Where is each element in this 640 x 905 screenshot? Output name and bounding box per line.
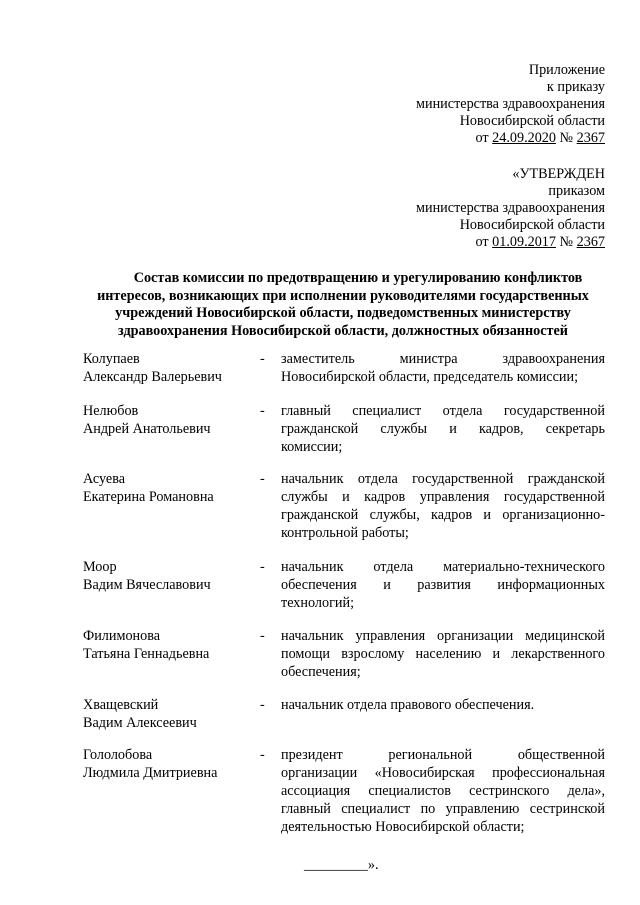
approved-number-prefix: № <box>555 234 577 250</box>
closing-signature-line: _________». <box>304 857 379 873</box>
role-line: помощи взрослому населению и лекарственного <box>281 646 605 662</box>
role-line: заместитель министра здравоохранения <box>281 351 605 367</box>
approved-line-4: Новосибирской области <box>459 217 605 233</box>
approved-number: 2367 <box>576 234 605 250</box>
approved-line-1: «УТВЕРЖДЕН <box>512 166 605 182</box>
role-line: президент региональной общественной <box>281 747 605 763</box>
role-line: технологий; <box>281 595 355 611</box>
member-role <box>281 350 605 386</box>
member-dash: - <box>260 697 265 713</box>
approved-header <box>416 166 605 251</box>
role-line: гражданской службы, кадров и организационно- <box>281 507 605 523</box>
role-line: обеспечения и развития информационных <box>281 577 605 593</box>
member-role <box>281 402 605 456</box>
member-role <box>281 470 605 542</box>
role-line: обеспечения; <box>281 664 361 680</box>
member-surname: Колупаев <box>83 351 140 367</box>
member-dash: - <box>260 471 265 487</box>
member-surname: Нелюбов <box>83 403 139 419</box>
member-name <box>83 470 253 506</box>
member-name <box>83 402 253 438</box>
member-given-name: Вадим Вячеславович <box>83 577 211 593</box>
title-line-2: интересов, возникающих при исполнении руководителями государственных <box>97 287 589 304</box>
role-line: Новосибирской области, председатель комиссии; <box>281 369 579 385</box>
appendix-line-3: министерства здравоохранения <box>416 96 605 112</box>
member-surname: Гололобова <box>83 747 153 763</box>
member-name <box>83 350 253 386</box>
role-line: деятельностью Новосибирской области; <box>281 819 525 835</box>
role-line: главный специалист по управлению сестринской <box>281 801 605 817</box>
member-name <box>83 746 253 782</box>
member-dash: - <box>260 747 265 763</box>
title-line-4: здравоохранения Новосибирской области, должностных обязанностей <box>118 322 568 339</box>
approved-date-prefix: от <box>475 234 493 250</box>
member-surname: Хващевский <box>83 697 159 713</box>
appendix-date-line <box>416 130 605 147</box>
appendix-date-prefix: от <box>475 130 493 146</box>
member-role <box>281 696 605 714</box>
member-dash: - <box>260 628 265 644</box>
role-line: организации «Новосибирская профессиональная <box>281 765 605 781</box>
title-line-1: Состав комиссии по предотвращению и урегулированию конфликтов <box>133 270 583 286</box>
member-dash: - <box>260 351 265 367</box>
document-title <box>83 270 603 340</box>
member-surname: Филимонова <box>83 628 161 644</box>
member-name <box>83 558 253 594</box>
member-dash: - <box>260 403 265 419</box>
member-given-name: Андрей Анатольевич <box>83 421 211 437</box>
role-line: комиссии; <box>281 439 343 455</box>
appendix-header <box>416 62 605 147</box>
role-line: службы и кадров управления государственной <box>281 489 605 505</box>
approved-line-3: министерства здравоохранения <box>416 200 605 216</box>
role-line: начальник отдела государственной гражданской <box>281 471 605 487</box>
member-surname: Асуева <box>83 471 126 487</box>
role-line: начальник управления организации медицинской <box>281 628 605 644</box>
appendix-line-2: к приказу <box>546 79 605 95</box>
member-given-name: Татьяна Геннадьевна <box>83 646 210 662</box>
role-line: ассоциация специалистов сестринского дела», <box>281 783 605 799</box>
role-line: гражданской службы и кадров, секретарь <box>281 421 605 437</box>
approved-date: 01.09.2017 <box>492 234 556 250</box>
role-line: начальник отдела правового обеспечения. <box>281 697 535 713</box>
member-surname: Моор <box>83 559 117 575</box>
member-given-name: Вадим Алексеевич <box>83 715 197 731</box>
member-given-name: Александр Валерьевич <box>83 369 222 385</box>
member-given-name: Людмила Дмитриевна <box>83 765 218 781</box>
role-line: начальник отдела материально-технического <box>281 559 605 575</box>
role-line: главный специалист отдела государственной <box>281 403 605 419</box>
member-role <box>281 746 605 836</box>
appendix-number: 2367 <box>576 130 605 146</box>
appendix-line-4: Новосибирской области <box>459 113 605 129</box>
role-line: контрольной работы; <box>281 525 409 541</box>
member-given-name: Екатерина Романовна <box>83 489 214 505</box>
approved-line-2: приказом <box>548 183 605 199</box>
member-role <box>281 627 605 681</box>
appendix-number-prefix: № <box>555 130 577 146</box>
member-dash: - <box>260 559 265 575</box>
approved-date-line <box>416 234 605 251</box>
appendix-date: 24.09.2020 <box>492 130 556 146</box>
member-role <box>281 558 605 612</box>
title-line-3: учреждений Новосибирской области, подведомственных министерству <box>115 305 571 321</box>
member-name <box>83 696 253 732</box>
member-name <box>83 627 253 663</box>
appendix-line-1: Приложение <box>528 62 605 78</box>
